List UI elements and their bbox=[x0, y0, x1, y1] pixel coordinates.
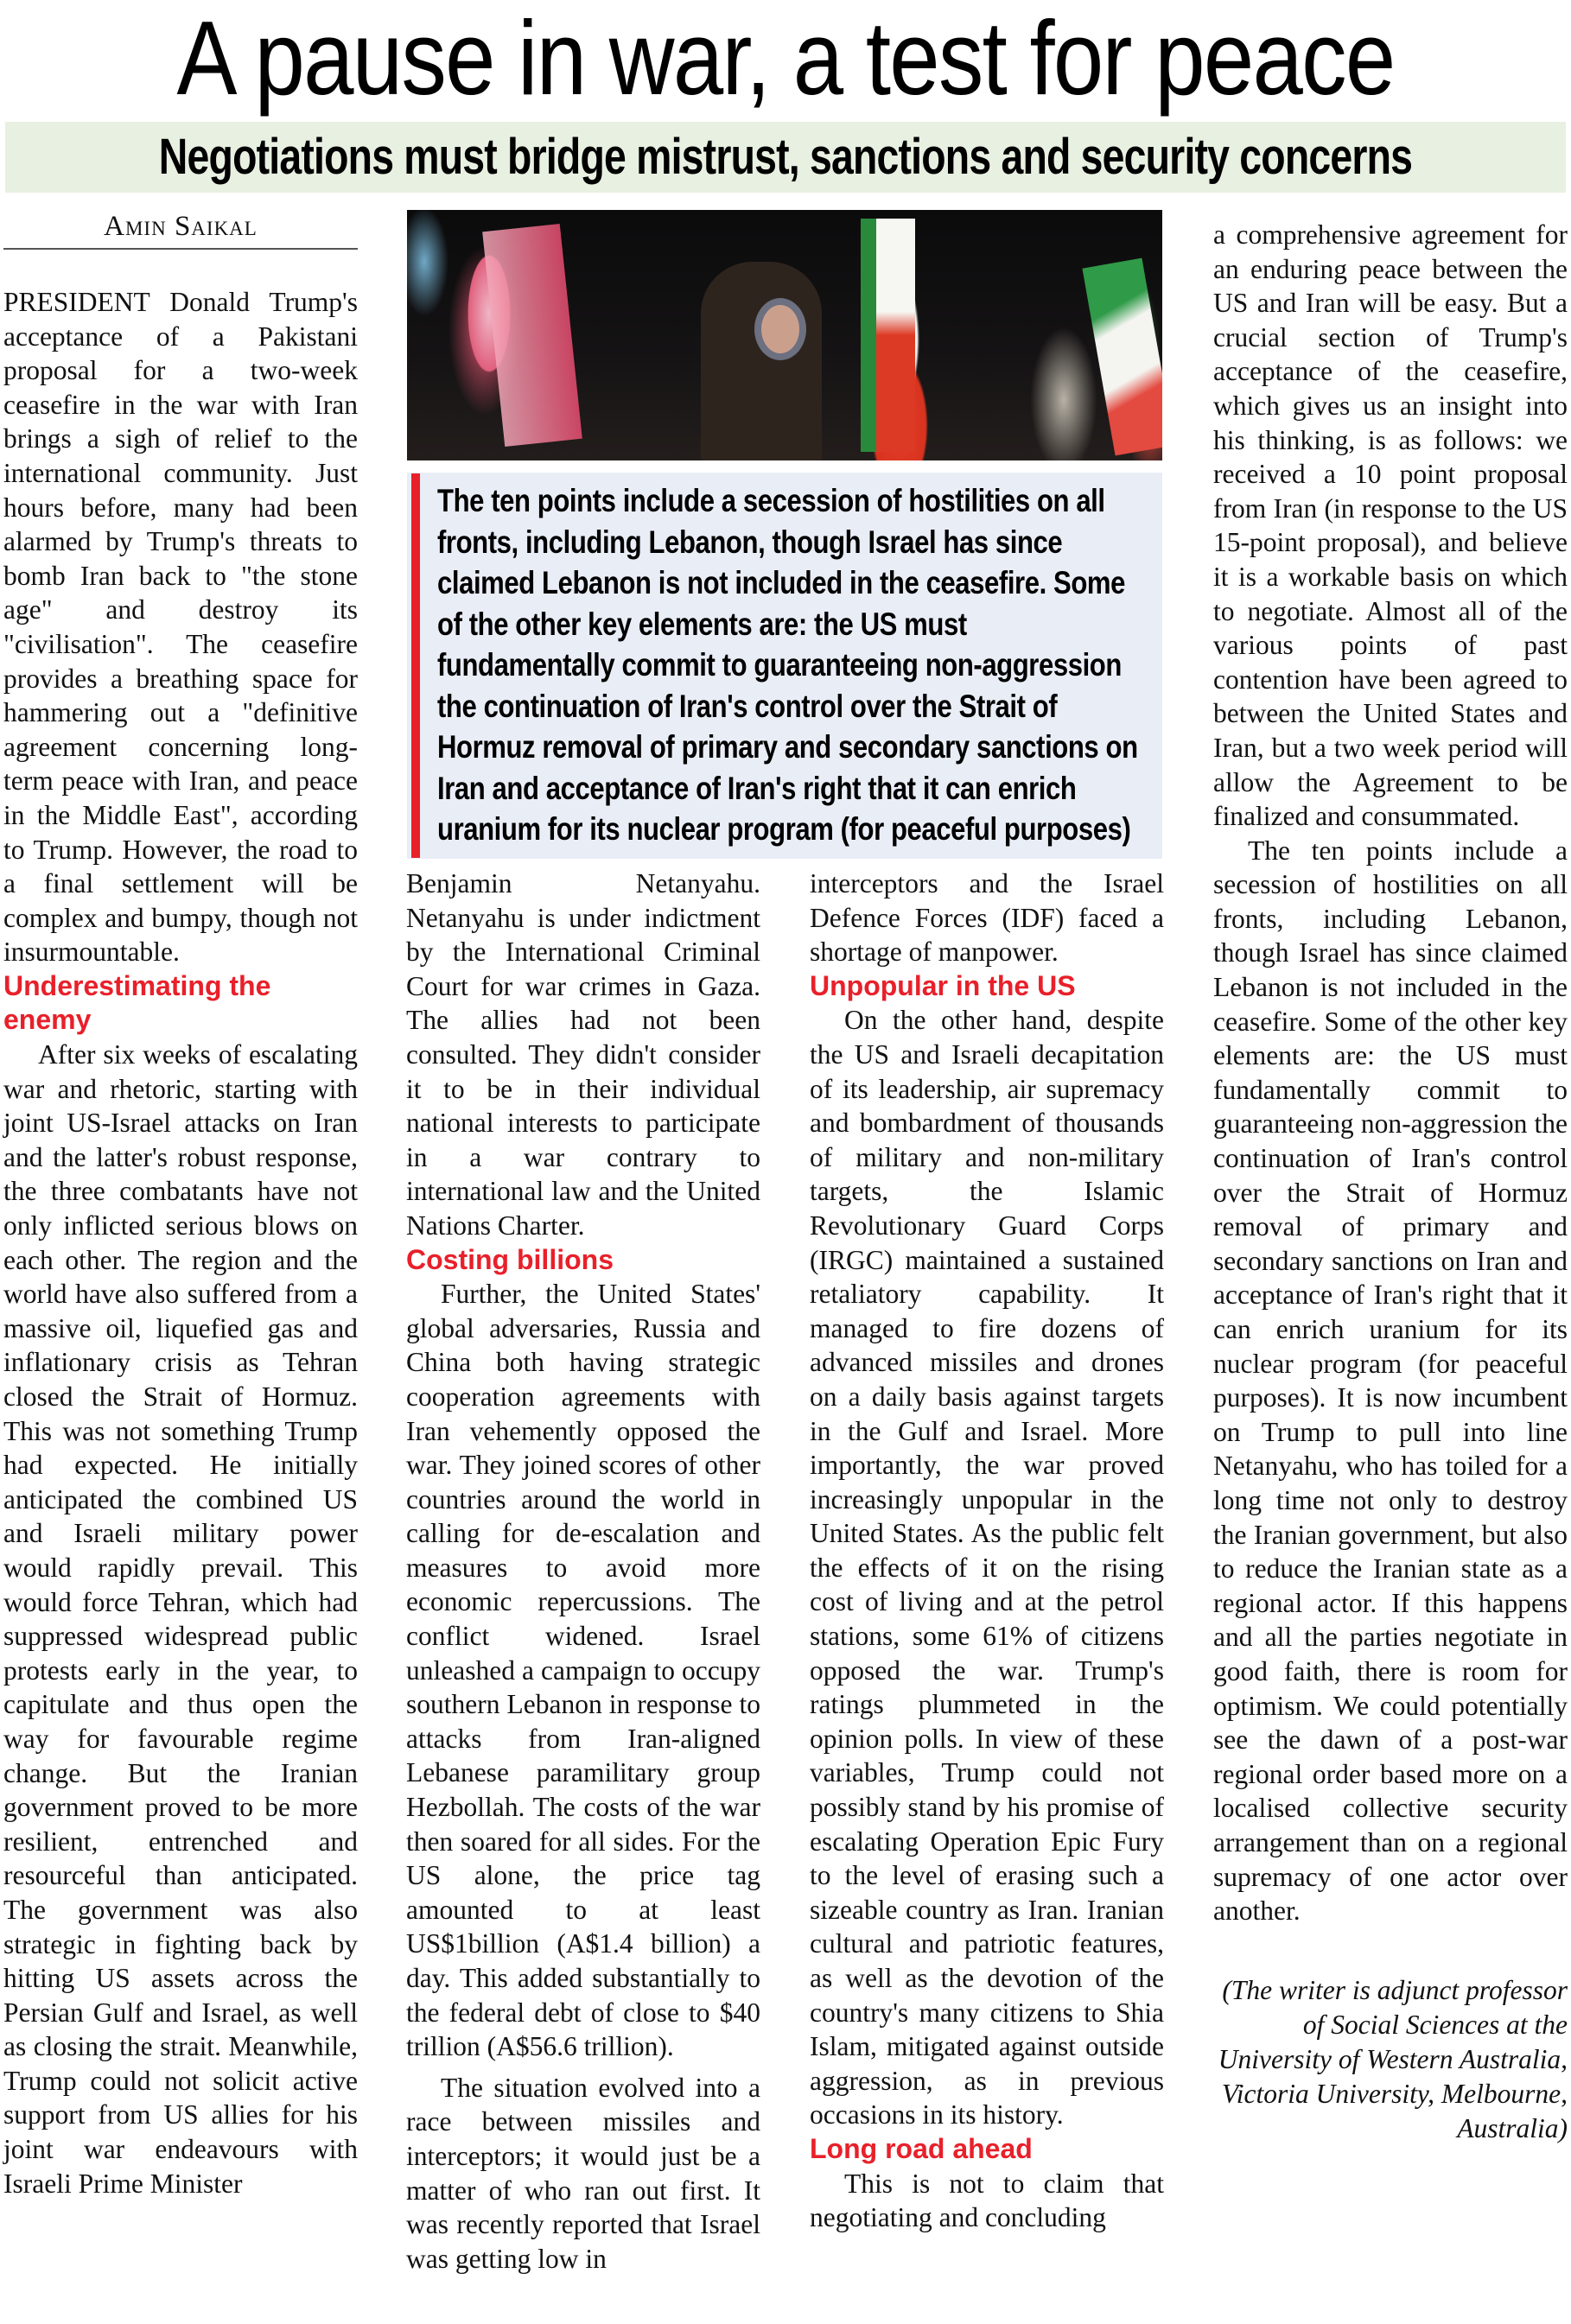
crowd-figure bbox=[701, 262, 822, 460]
article-column-1 bbox=[3, 285, 358, 2324]
paragraph: Further, the United States' global adversaries, Russia and China both having strategic cooperation agreements with Iran vehemently opposed the war. They joined scores of other countries around the world in calling for de-escalation and measures to avoid more economic repercussions. The conflict widened. Israel unleashed a campaign to occupy southern Lebanon in response to attacks from Iran-aligned Lebanese paramilitary group Hezbollah. The costs of the war then soared for all sides. For the US alone, the price tag amounted to at least US$1billion (A$1.4 billion) a day. This added substantially to the federal debt of close to $40 trillion (A$56.6 trillion). bbox=[406, 1279, 760, 2062]
paragraph: This is not to claim that negotiating and concluding bbox=[810, 2168, 1164, 2233]
author-note: (The writer is adjunct professor of Social Sciences at the University of Western Australia, Victoria University, Melbourne, Australia) bbox=[1218, 1974, 1568, 2143]
paragraph: a comprehensive agreement for an enduring peace between the US and Iran will be easy. But a crucial section of Trump's acceptance of the ceasefire, which gives us an insight into his thinking, is as follows: we received a 10 point proposal from Iran (in response to the US 15-point proposal), and believe it is a workable basis on which to negotiate. Almost all of the various points of past contention have been agreed to between the United States and Iran, but a two week period will allow the Agreement to be finalized and consummated. bbox=[1213, 219, 1568, 832]
paragraph: The ten points include a secession of hostilities on all fronts, including Lebanon, though Israel has since claimed Lebanon is not included in the ceasefire. Some of the other key elements are: the US must fundamentally commit to guaranteeing non-aggression the continuation of Iran's control over the Strait of Hormuz removal of primary and secondary sanctions on Iran and acceptance of Iran's right that it can enrich uranium for its nuclear program (for peaceful purposes). It is now incumbent on Trump to pull into line Netanyahu, who has toiled for a long time not only to destroy the Iranian government, but also to reduce the Iranian state as a regional actor. If this happens and all the parties negotiate in good faith, there is room for optimism. We could potentially see the dawn of a post-war regional order based more on a localised collective security arrangement than on a regional supremacy of one actor over another. bbox=[1213, 835, 1568, 1927]
section-heading: Unpopular in the US bbox=[810, 969, 1076, 1001]
crowd-figure bbox=[761, 305, 799, 353]
article-column-4 bbox=[1213, 218, 1568, 2324]
byline: Amin Saikal bbox=[104, 211, 258, 242]
flag-decoration bbox=[876, 219, 915, 452]
flag-decoration bbox=[861, 219, 876, 452]
byline-divider bbox=[3, 248, 358, 250]
subheadline: Negotiations must bridge mistrust, sanctions and security concerns bbox=[158, 129, 1413, 185]
flag-decoration bbox=[482, 224, 582, 447]
paragraph: Benjamin Netanyahu. Netanyahu is under indictment by the International Criminal Court for war crimes in Gaza. The allies had not been consulted. They didn't consider it to be in their individual national interests to participate in a war contrary to international law and the United Nations Charter. bbox=[406, 868, 760, 1241]
section-heading: Costing billions bbox=[406, 1243, 614, 1275]
headline: A pause in war, a test for peace bbox=[176, 0, 1395, 117]
section-heading: Long road ahead bbox=[810, 2132, 1033, 2164]
paragraph: After six weeks of escalating war and rhetoric, starting with joint US-Israel attacks on Iran and the latter's robust response, the three combatants have not only inflicted serious blows on each other. The region and the world have also suffered from a massive oil, liquefied gas and inflationary crisis as Tehran closed the Strait of Hormuz. This was not something Trump had expected. He initially anticipated the combined US and Israeli military power would rapidly prevail. This would force Tehran, which had suppressed widespread public protests early in the year, to capitulate and thus open the way for favourable regime change. But the Iranian government proved to be more resilient, entrenched and resourceful than anticipated. The government was also strategic in fighting back by hitting US assets across the Persian Gulf and Israel, as well as closing the strait. Meanwhile, Trump could not solicit active support from US allies for his joint war endeavours with Israeli Prime Minister bbox=[3, 1039, 358, 2199]
paragraph: On the other hand, despite the US and Israeli decapitation of its leadership, air supremacy and bombardment of thousands of military and non-military targets, the Islamic Revolutionary Guard Corps (IRGC) maintained a sustained retaliatory capability. It managed to fire dozens of advanced missiles and drones on a daily basis against targets in the Gulf and Israel. More importantly, the war proved increasingly unpopular in the United States. As the public felt the effects of it on the rising cost of living and at the petrol stations, some 61% of citizens opposed the war. Trump's ratings plummeted in the opinion polls. In view of these variables, Trump could not possibly stand by his promise of escalating Operation Epic Fury to the level of erasing such a sizeable country as Iran. Iranian cultural and patriotic features, as well as the devotion of the country's many citizens to Shia Islam, mitigated against outside aggression, as in previous occasions in its history. bbox=[810, 1005, 1164, 2130]
article-column-3 bbox=[810, 867, 1164, 2324]
paragraph: The situation evolved into a race between missiles and interceptors; it would just be a matter of who ran out first. It was recently reported that Israel was getting low in bbox=[406, 2072, 760, 2274]
paragraph: PRESIDENT Donald Trump's acceptance of a Pakistani proposal for a two-week ceasefire in the war with Iran brings a sigh of relief to the international community. Just hours before, many had been alarmed by Trump's threats to bomb Iran back to "the stone age" and destroy its "civilisation". The ceasefire provides a breathing space for hammering out a "definitive agreement concerning long-term peace with Iran, and peace in the Middle East", according to Trump. However, the road to a final settlement will be complex and bumpy, though not insurmountable. bbox=[3, 287, 358, 968]
section-heading: Underestimating the enemy bbox=[3, 969, 271, 1036]
pull-quote-accent-bar bbox=[411, 473, 420, 858]
paragraph: interceptors and the Israel Defence Forces (IDF) faced a shortage of manpower. bbox=[810, 868, 1164, 968]
article-column-2 bbox=[406, 867, 760, 2324]
news-photo bbox=[407, 210, 1162, 460]
flag-decoration bbox=[1082, 258, 1162, 456]
pull-quote-text: The ten points include a secession of hostilities on all fronts, including Lebanon, though Israel has since claimed Lebanon is not included in the ceasefire. Some of the other key elements are: the US must fundamentally commit to guaranteeing non-aggression the continuation of Iran's control over the Strait of Hormuz removal of primary and secondary sanctions on Iran and acceptance of Iran's right that it can enrich uranium for its nuclear program (for peaceful purposes) bbox=[437, 483, 1138, 847]
